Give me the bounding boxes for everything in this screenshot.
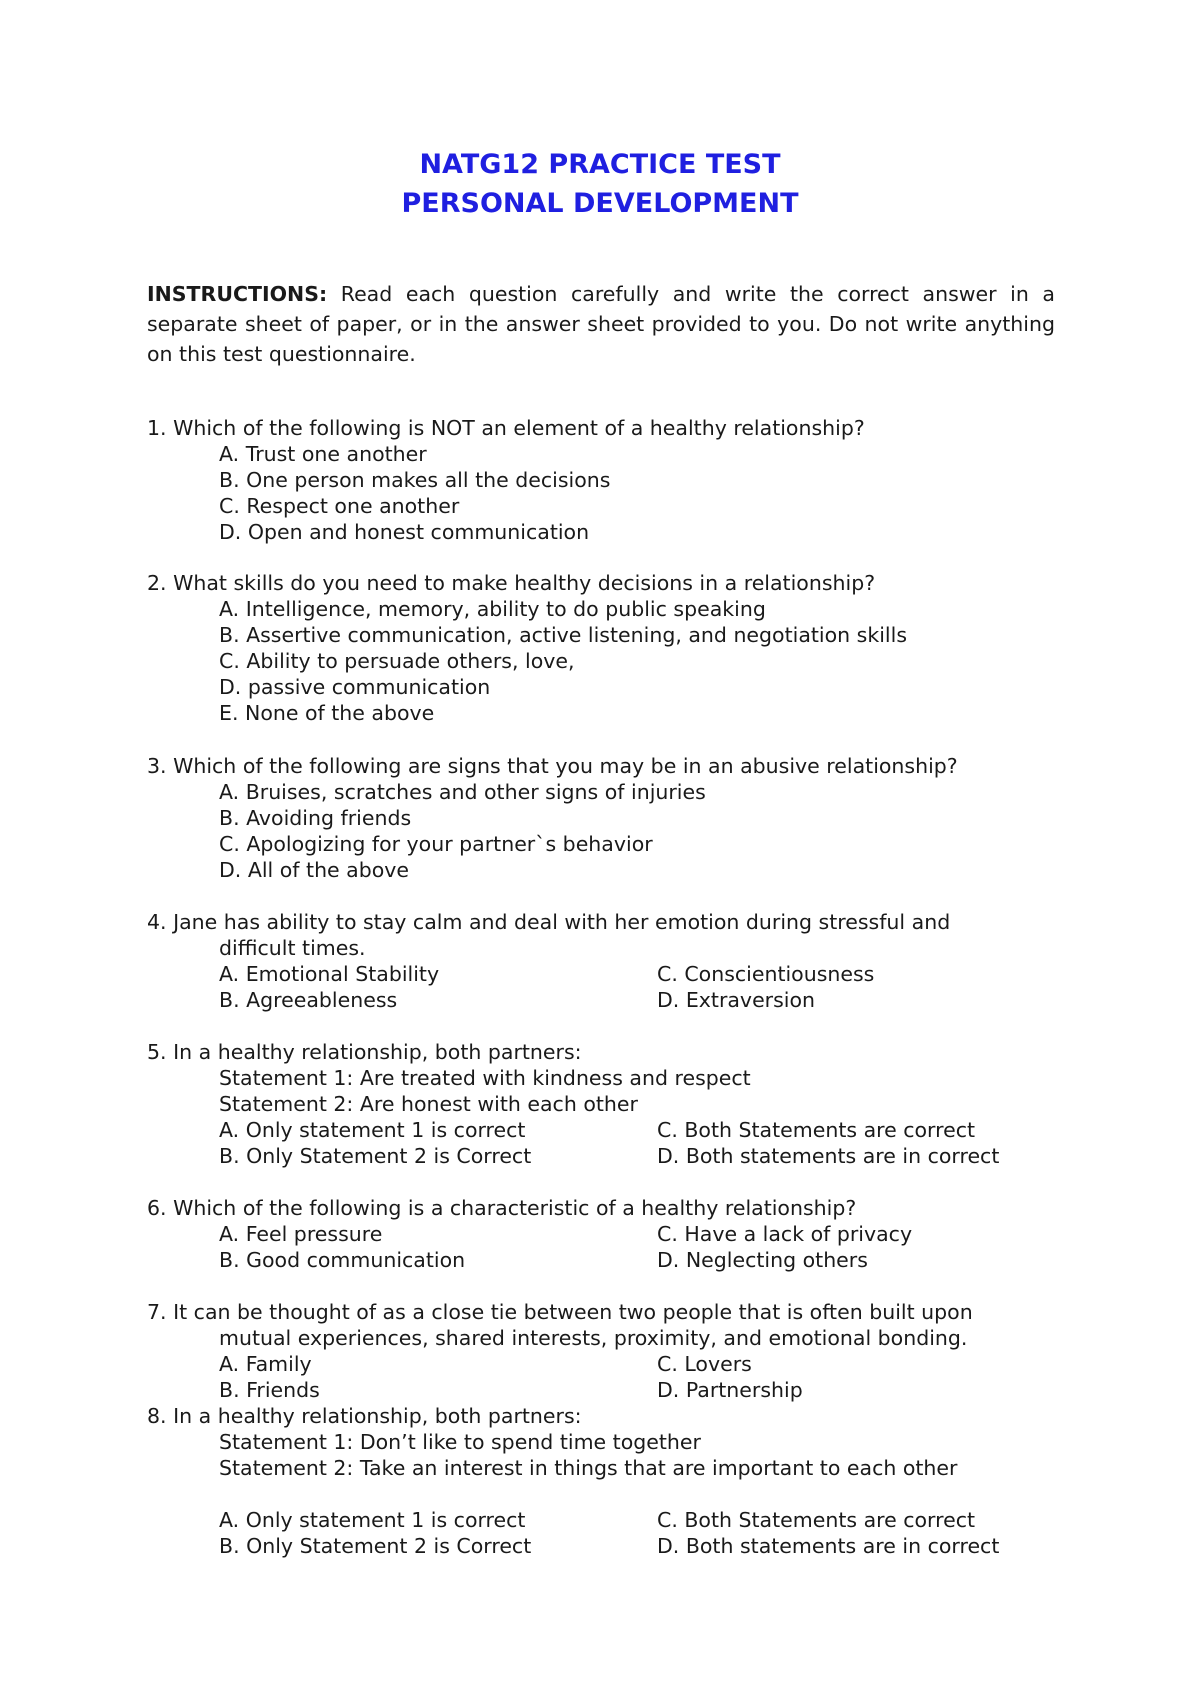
option-c: C. Lovers — [657, 1352, 752, 1376]
option-e: E. None of the above — [219, 701, 435, 725]
option-d: D. Both statements are in correct — [657, 1534, 1000, 1558]
question-5 — [147, 1039, 1067, 1169]
option-b: B. One person makes all the decisions — [219, 468, 611, 492]
question-8 — [147, 1403, 1067, 1559]
option-c: C. Conscientiousness — [657, 962, 875, 986]
option-d: D. Extraversion — [657, 988, 816, 1012]
option-d: D. Open and honest communication — [219, 520, 590, 544]
question-7 — [147, 1299, 1067, 1403]
option-row — [147, 1377, 1067, 1403]
option-d: D. Partnership — [657, 1378, 803, 1402]
option-c: C. Have a lack of privacy — [657, 1222, 913, 1246]
statement-2: Statement 2: Take an interest in things that are important to each other — [219, 1456, 958, 1480]
instructions-paragraph — [147, 279, 1055, 369]
option-b: B. Only Statement 2 is Correct — [219, 1534, 532, 1558]
option-a: A. Intelligence, memory, ability to do public speaking — [219, 597, 766, 621]
option-b: B. Good communication — [219, 1248, 466, 1272]
statement-2: Statement 2: Are honest with each other — [219, 1092, 638, 1116]
question-stem: 1. Which of the following is NOT an element of a healthy relationship? — [147, 416, 865, 440]
option-b: B. Assertive communication, active listening, and negotiation skills — [219, 623, 908, 647]
option-b: B. Friends — [219, 1378, 320, 1402]
option-row — [147, 1221, 1067, 1247]
blank-line — [147, 1481, 1067, 1507]
option-d: D. passive communication — [219, 675, 491, 699]
option-c: C. Respect one another — [219, 494, 460, 518]
question-stem: 6. Which of the following is a characteristic of a healthy relationship? — [147, 1196, 857, 1220]
question-stem: 2. What skills do you need to make healthy decisions in a relationship? — [147, 571, 876, 595]
option-row — [147, 1533, 1067, 1559]
option-b: B. Agreeableness — [219, 988, 398, 1012]
option-c: C. Ability to persuade others, love, — [219, 649, 575, 673]
option-a: A. Emotional Stability — [219, 962, 440, 986]
option-d: D. All of the above — [219, 858, 410, 882]
title-line-1: NATG12 PRACTICE TEST — [419, 149, 781, 180]
statement-1: Statement 1: Are treated with kindness and respect — [219, 1066, 751, 1090]
option-c: C. Both Statements are correct — [657, 1118, 976, 1142]
question-stem: 8. In a healthy relationship, both partners: — [147, 1404, 582, 1428]
option-row — [147, 1117, 1067, 1143]
option-c: C. Apologizing for your partner`s behavior — [219, 832, 653, 856]
document-title — [0, 145, 1200, 223]
question-stem-continued: mutual experiences, shared interests, proximity, and emotional bonding. — [219, 1326, 968, 1350]
option-d: D. Both statements are in correct — [657, 1144, 1000, 1168]
question-stem-continued: difficult times. — [219, 936, 366, 960]
title-line-2: PERSONAL DEVELOPMENT — [401, 188, 799, 219]
option-a: A. Only statement 1 is correct — [219, 1118, 526, 1142]
question-1 — [147, 415, 1067, 545]
option-a: A. Family — [219, 1352, 312, 1376]
option-row — [147, 1507, 1067, 1533]
option-row — [147, 987, 1067, 1013]
question-4 — [147, 909, 1067, 1013]
option-c: C. Both Statements are correct — [657, 1508, 976, 1532]
question-stem: 4. Jane has ability to stay calm and deal with her emotion during stressful and — [147, 910, 951, 934]
option-a: A. Trust one another — [219, 442, 427, 466]
question-2 — [147, 570, 1067, 726]
question-6 — [147, 1195, 1067, 1273]
option-b: B. Only Statement 2 is Correct — [219, 1144, 532, 1168]
instructions-text: Read each question carefully and write the correct answer in a separate sheet of paper, or in the answer sheet provided to you. Do not write anything on this test questionnaire. — [147, 282, 1055, 366]
option-a: A. Bruises, scratches and other signs of injuries — [219, 780, 706, 804]
question-stem: 7. It can be thought of as a close tie between two people that is often built upon — [147, 1300, 973, 1324]
option-row — [147, 1351, 1067, 1377]
question-stem: 3. Which of the following are signs that you may be in an abusive relationship? — [147, 754, 958, 778]
option-d: D. Neglecting others — [657, 1248, 868, 1272]
question-stem: 5. In a healthy relationship, both partners: — [147, 1040, 582, 1064]
option-b: B. Avoiding friends — [219, 806, 412, 830]
option-row — [147, 1143, 1067, 1169]
statement-1: Statement 1: Don’t like to spend time together — [219, 1430, 701, 1454]
option-a: A. Feel pressure — [219, 1222, 383, 1246]
question-3 — [147, 753, 1067, 883]
option-a: A. Only statement 1 is correct — [219, 1508, 526, 1532]
option-row — [147, 961, 1067, 987]
option-row — [147, 1247, 1067, 1273]
instructions-label: INSTRUCTIONS: — [147, 282, 328, 306]
